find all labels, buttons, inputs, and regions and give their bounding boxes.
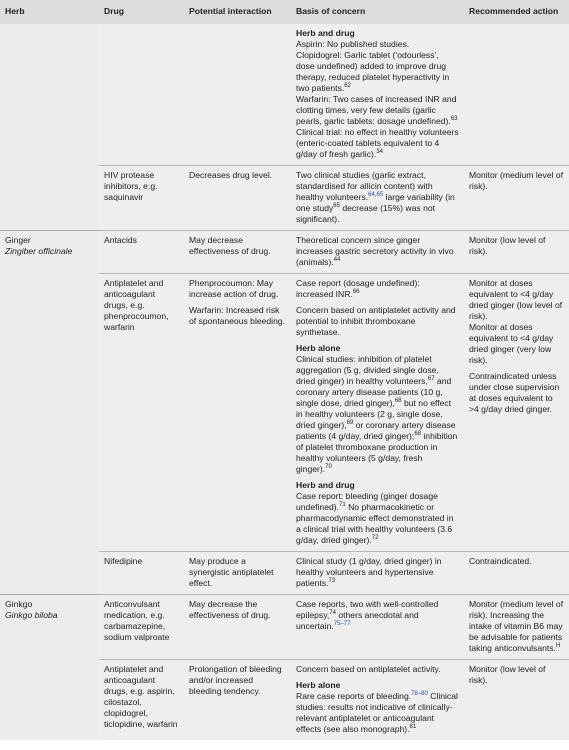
subheading: Herb and drug xyxy=(296,480,355,490)
header-interaction: Potential interaction xyxy=(184,0,291,24)
interaction-cell: Phenprocoumon: May increase action of drug. Warfarin: Increased risk of spontaneous bleeding. xyxy=(184,274,291,552)
header-basis: Basis of concern xyxy=(291,0,464,24)
herb-cell-ginger: Ginger Zingiber officinale xyxy=(0,231,99,595)
header-action: Recommended action xyxy=(464,0,569,24)
interaction-cell: Prolongation of bleeding and/or increased bleeding tendency. xyxy=(184,660,291,741)
action-cell: Monitor at doses equivalent to <4 g/day dried ginger (low level of risk). Monitor at doses equivalent to <4 g/day dried ginger (very low risk). Contraindicated unless under close supervision at doses equivalent to >4 g/day dried ginger. xyxy=(464,274,569,552)
herb-cell-ginkgo: Ginkgo Ginkgo biloba xyxy=(0,595,99,741)
basis-cell: Clinical study (1 g/day, dried ginger) in healthy volunteers and hypertensive patients.$^{73}$ xyxy=(291,552,464,595)
interaction-cell: May produce a synergistic antiplatelet effect. xyxy=(184,552,291,595)
basis-cell: Herb and drug Aspirin: No published studies. Clopidogrel: Garlic tablet (‘odourless’, dose undefined) added to improve drug therapy, reduced platelet hyperactivity in two patients.$^{62}$ Warfarin: Two cases of increased INR and clotting times, very few details (garlic pearls, garlic tablets: dosage undefined).$^{63}$ Clinical trial: no effect in healthy volunteers (enteric-coated tablets equivalent to 4 g/day of fresh garlic).$^{34}$ xyxy=(291,24,464,166)
table-row xyxy=(0,24,569,166)
action-cell: Monitor (medium level of risk). xyxy=(464,166,569,231)
header-drug: Drug xyxy=(99,0,184,24)
action-cell: Monitor (low level of risk). xyxy=(464,231,569,274)
drug-cell: Anticonvulsant medication, e.g. carbamazepine, sodium valproate xyxy=(99,595,184,660)
drug-cell: Antiplatelet and anticoagulant drugs, e.g. aspirin, cilostazol, clopidogrel, ticlopidine, warfarin xyxy=(99,660,184,741)
action-cell: Monitor (low level of risk). xyxy=(464,660,569,741)
subheading: Herb alone xyxy=(296,680,341,690)
interaction-cell: May decrease effectiveness of drug. xyxy=(184,231,291,274)
basis-cell: Case reports, two with well-controlled epilepsy,$^{74}$ others anecdotal and uncertain.$^{75-77}$ xyxy=(291,595,464,660)
subheading: Herb alone xyxy=(296,343,341,353)
drug-cell: HIV protease inhibitors, e.g. saquinavir xyxy=(99,166,184,231)
drug-cell: Antacids xyxy=(99,231,184,274)
header-herb: Herb xyxy=(0,0,99,24)
herb-cell-garlic xyxy=(0,24,99,231)
drug-cell: Nifedipine xyxy=(99,552,184,595)
interaction-cell: Decreases drug level. xyxy=(184,166,291,231)
basis-cell: Two clinical studies (garlic extract, standardised for allicin content) with healthy volunteers.$^{64,65}$ large variability (in one study$^{65}$ decrease (15%) was not significant). xyxy=(291,166,464,231)
basis-cell: Case report (dosage undefined): increased INR.$^{66}$ Concern based on antiplatelet activity and potential to inhibit thromboxane synthetase. Herb alone Clinical studies: inhibition of platelet aggregation (5 g, divided single dose, dried ginger) in healthy volunteers,$^{67}$ and coronary artery disease patients (10 g, single dose, dried ginger),$^{68}$ but no effect in healthy volunteers (2 g, single dose, dried ginger),$^{69}$ or coronary artery disease patients (4 g/day, dried ginger);$^{68}$ inhibition of platelet thromboxane production in healthy volunteers (5 g/day, fresh ginger).$^{70}$ Herb and drug Case report: bleeding (ginger dosage undefined).$^{71}$ No pharmacokinetic or pharmacodynamic effect demonstrated in a clinical trial with healthy volunteers (3.6 g/day, dried ginger).$^{72}$ xyxy=(291,274,464,552)
action-cell: Contraindicated. xyxy=(464,552,569,595)
basis-cell: Theoretical concern since ginger increases gastric secretory activity in vivo (animals).$^{44}$ xyxy=(291,231,464,274)
subheading: Herb and drug xyxy=(296,28,355,38)
action-cell: Monitor (medium level of risk). Increasing the intake of vitamin B6 may be advisable for patients taking anticonvulsants.$^H$ xyxy=(464,595,569,660)
interaction-cell: May decrease the effectiveness of drug. xyxy=(184,595,291,660)
table-row xyxy=(0,595,569,660)
drug-cell: Antiplatelet and anticoagulant drugs, e.g. phenprocoumon, warfarin xyxy=(99,274,184,552)
basis-cell: Concern based on antiplatelet activity. Herb alone Rare case reports of bleeding.$^{78-80}$ Clinical studies: results not indicative of clinically-relevant antiplatelet or anticoagulant effects (see also monograph).$^{81}$ xyxy=(291,660,464,741)
table-header-row xyxy=(0,0,569,24)
table-row xyxy=(0,231,569,274)
